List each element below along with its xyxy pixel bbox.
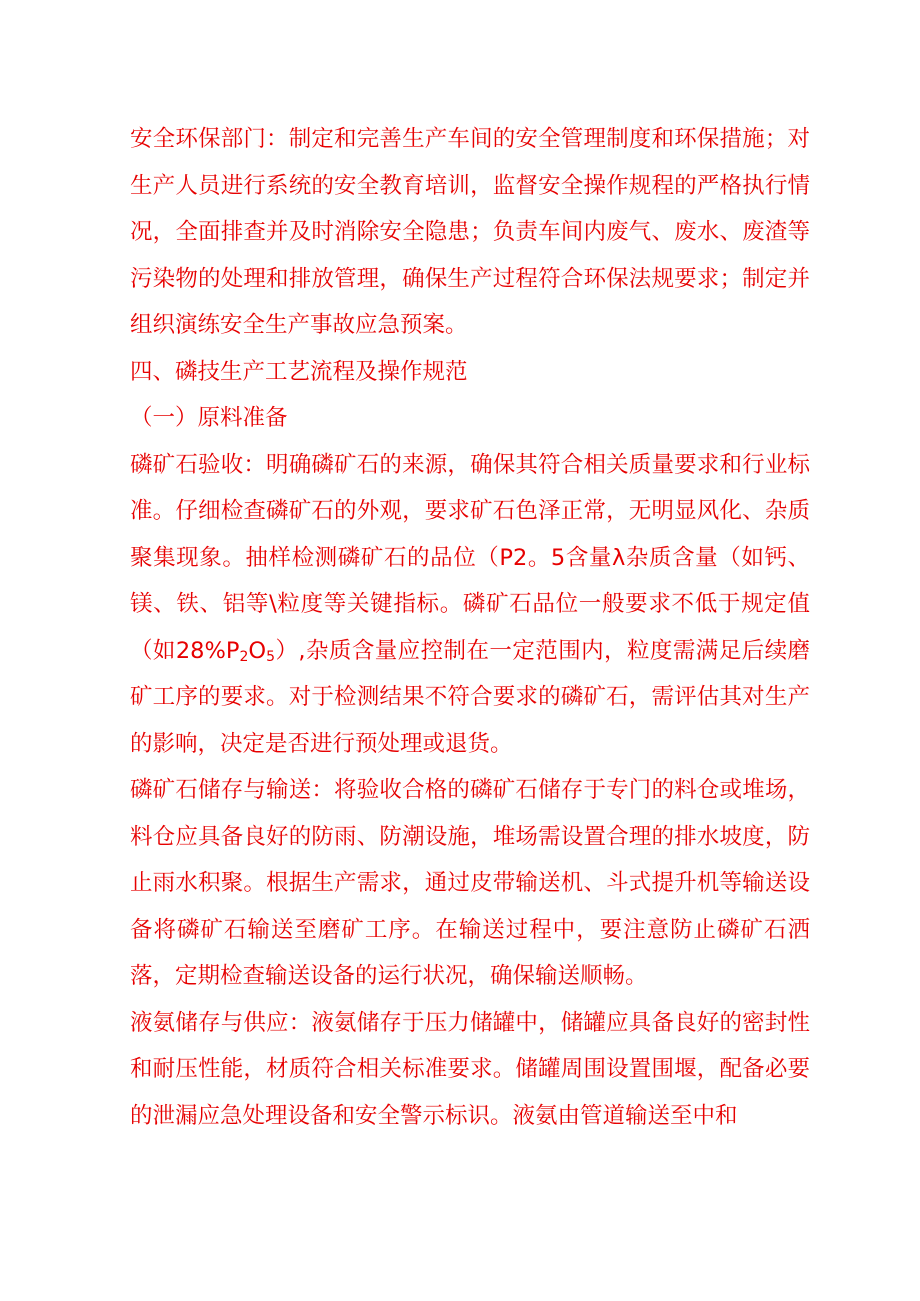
paragraph-ore-storage: 磷矿石储存与输送：将验收合格的磷矿石储存于专门的料仓或堆场，料仓应具备良好的防雨、防潮设施，堆场需设置合理的排水坡度，防止雨水积聚。根据生产需求，通过皮带输送机、斗式提升机等输送设备将磷矿石输送至磨矿工序。在输送过程中，要注意防止磷矿石洒落，定期检查输送设备的运行状况，确保输送顺畅。 (130, 777, 810, 989)
paragraph-safety-department: 安全环保部门：制定和完善生产车间的安全管理制度和环保措施；对生产人员进行系统的安全教育培训，监督安全操作规程的严格执行情况，全面排查并及时消除安全隐患；负责车间内废气、废水、废渣等污染物的处理和排放管理，确保生产过程符合环保法规要求；制定并组织演练安全生产事故应急预案。 (130, 126, 810, 338)
paragraph-ammonia-storage: 液氨储存与供应：液氨储存于压力储罐中，储罐应具备良好的密封性和耐压性能，材质符合相关标准要求。储罐周围设置围堰，配备必要的泄漏应急处理设备和安全警示标识。液氨由管道输送至中和 (130, 1009, 810, 1129)
section-heading: 四、磷技生产工艺流程及操作规范 (130, 358, 468, 385)
paragraph-ore-acceptance (130, 442, 810, 768)
document-body (130, 116, 810, 1139)
subsection-heading: （一）原料准备 (130, 405, 288, 431)
ore-acceptance-text-1: 磷矿石验收：明确磷矿石的来源，确保其符合相关质量要求和行业标准。仔细检查磷矿石的外观，要求矿石色泽正常，无明显风化、杂质聚集现象。抽样检测磷矿石的品位（P2。5含量λ杂质含量（如钙、镁、铁、铝等\粒度等关键指标。磷矿石品位一般要求不低于规定值（如28%P (130, 451, 810, 664)
p2o5-subscript-2: 2 (239, 648, 249, 665)
p2o5-subscript-5: 5 (266, 648, 276, 665)
ore-acceptance-text-2: O (248, 637, 267, 664)
ore-acceptance-text-3: ）,杂质含量应控制在一定范围内，粒度需满足后续磨矿工序的要求。对于检测结果不符合要求的磷矿石，需评估其对生产的影响，决定是否进行预处理或退货。 (130, 637, 811, 757)
